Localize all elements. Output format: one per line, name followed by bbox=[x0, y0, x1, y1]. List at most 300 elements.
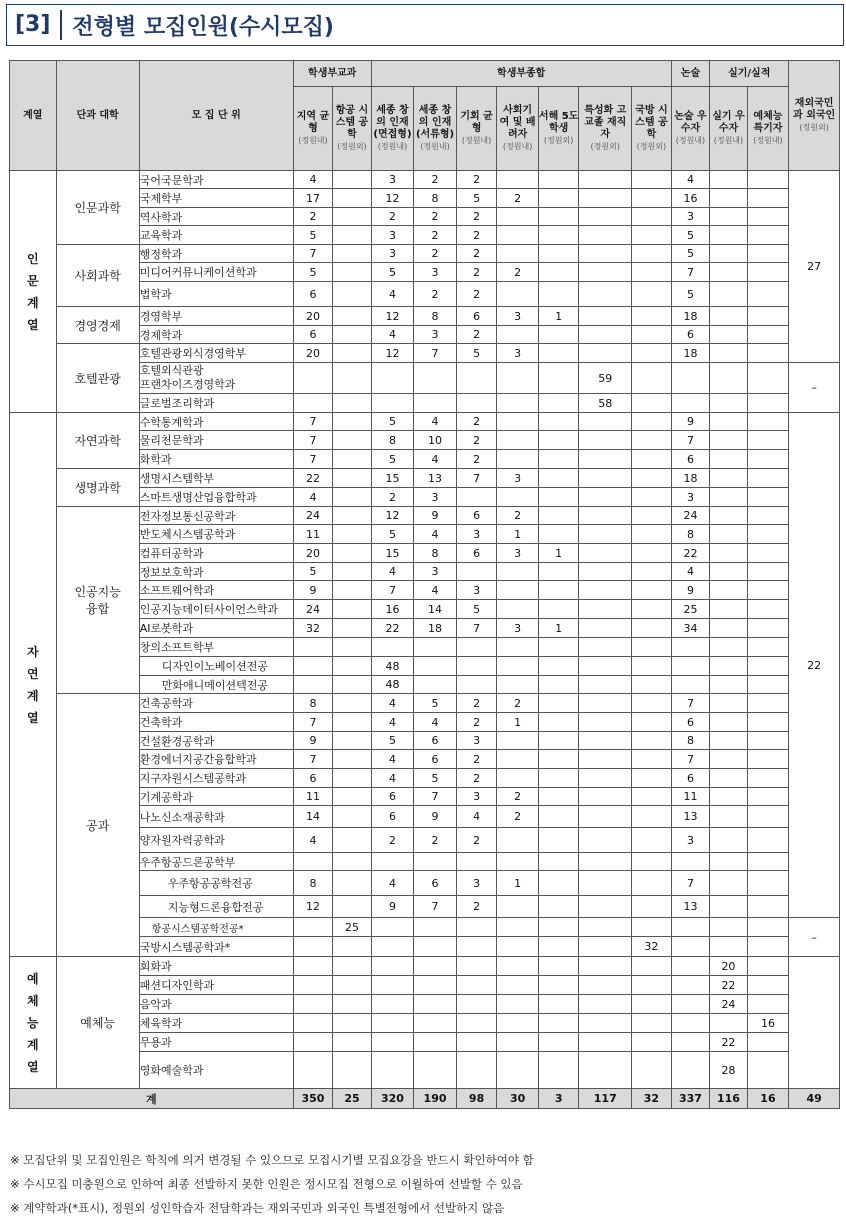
count-cell: 6 bbox=[293, 326, 333, 344]
count-cell: 3 bbox=[671, 208, 710, 226]
count-cell bbox=[710, 245, 747, 263]
count-cell bbox=[497, 957, 539, 976]
count-cell: 4 bbox=[371, 694, 414, 713]
count-cell bbox=[632, 208, 672, 226]
count-cell bbox=[371, 1052, 414, 1089]
count-cell bbox=[497, 937, 539, 957]
count-cell: 3 bbox=[497, 544, 539, 563]
count-cell: 8 bbox=[414, 189, 457, 208]
count-cell bbox=[293, 1014, 333, 1033]
count-cell: 22 bbox=[710, 1033, 747, 1052]
header-col: 실기 우수자 (정원내) bbox=[710, 87, 747, 171]
unit-name: 패션디자인학과 bbox=[139, 976, 293, 995]
count-cell bbox=[671, 657, 710, 676]
total-cell: 25 bbox=[333, 1089, 372, 1109]
count-cell bbox=[497, 676, 539, 694]
count-cell: 2 bbox=[371, 828, 414, 853]
count-cell bbox=[632, 600, 672, 619]
count-cell bbox=[632, 394, 672, 413]
count-cell bbox=[333, 1014, 372, 1033]
count-cell: 18 bbox=[671, 344, 710, 363]
count-cell bbox=[538, 245, 579, 263]
count-cell: 22 bbox=[710, 976, 747, 995]
count-cell bbox=[632, 171, 672, 189]
count-cell bbox=[579, 657, 632, 676]
count-cell: 5 bbox=[371, 450, 414, 469]
header-group-gyogwa: 학생부교과 bbox=[293, 61, 371, 87]
count-cell bbox=[710, 208, 747, 226]
count-cell: 2 bbox=[293, 208, 333, 226]
count-cell: 9 bbox=[671, 413, 710, 431]
unit-name: 창의소프트학부 bbox=[139, 638, 293, 657]
count-cell bbox=[579, 431, 632, 450]
count-cell bbox=[333, 581, 372, 600]
count-cell bbox=[710, 1014, 747, 1033]
count-cell: 4 bbox=[371, 326, 414, 344]
count-cell: 2 bbox=[456, 263, 497, 282]
unit-name: 법학과 bbox=[139, 282, 293, 307]
unit-name: 국제학부 bbox=[139, 189, 293, 208]
count-cell: 7 bbox=[293, 713, 333, 732]
count-cell bbox=[747, 563, 789, 581]
count-cell: 4 bbox=[456, 806, 497, 828]
count-cell bbox=[414, 363, 457, 394]
count-cell bbox=[538, 769, 579, 788]
count-cell bbox=[333, 676, 372, 694]
count-cell: 8 bbox=[293, 871, 333, 896]
count-cell bbox=[538, 450, 579, 469]
count-cell bbox=[747, 226, 789, 245]
count-cell: 7 bbox=[671, 750, 710, 769]
count-cell bbox=[497, 732, 539, 750]
count-cell: 9 bbox=[671, 581, 710, 600]
count-cell bbox=[414, 937, 457, 957]
count-cell bbox=[371, 1033, 414, 1052]
count-cell bbox=[333, 769, 372, 788]
count-cell: 24 bbox=[293, 507, 333, 525]
count-cell bbox=[632, 469, 672, 488]
count-cell bbox=[497, 1052, 539, 1089]
count-cell: 2 bbox=[456, 226, 497, 245]
header-group-jonghap: 학생부종합 bbox=[371, 61, 671, 87]
count-cell bbox=[710, 544, 747, 563]
count-cell bbox=[333, 657, 372, 676]
count-cell: 3 bbox=[497, 307, 539, 326]
count-cell: 6 bbox=[456, 307, 497, 326]
count-cell: 2 bbox=[456, 450, 497, 469]
count-cell bbox=[456, 918, 497, 937]
count-cell bbox=[632, 263, 672, 282]
count-cell bbox=[579, 638, 632, 657]
unit-name: 음악과 bbox=[139, 995, 293, 1014]
count-cell: 15 bbox=[371, 544, 414, 563]
count-cell bbox=[632, 344, 672, 363]
count-cell bbox=[747, 896, 789, 918]
count-cell: 3 bbox=[456, 581, 497, 600]
count-cell bbox=[671, 937, 710, 957]
count-cell bbox=[579, 732, 632, 750]
total-cell: 116 bbox=[710, 1089, 747, 1109]
count-cell bbox=[747, 957, 789, 976]
count-cell bbox=[579, 976, 632, 995]
count-cell bbox=[632, 619, 672, 638]
count-cell bbox=[632, 694, 672, 713]
count-cell bbox=[333, 189, 372, 208]
count-cell bbox=[632, 563, 672, 581]
count-cell bbox=[333, 563, 372, 581]
count-cell bbox=[710, 394, 747, 413]
count-cell bbox=[538, 853, 579, 871]
total-cell: 16 bbox=[747, 1089, 789, 1109]
count-cell bbox=[333, 544, 372, 563]
unit-name: 영화예술학과 bbox=[139, 1052, 293, 1089]
count-cell: 7 bbox=[293, 750, 333, 769]
count-cell bbox=[710, 600, 747, 619]
table-row bbox=[10, 957, 840, 976]
count-cell: 48 bbox=[371, 657, 414, 676]
count-cell bbox=[293, 918, 333, 937]
count-cell bbox=[538, 363, 579, 394]
count-cell: 6 bbox=[293, 282, 333, 307]
count-cell: 25 bbox=[333, 918, 372, 937]
count-cell: 6 bbox=[671, 713, 710, 732]
count-cell: 1 bbox=[497, 871, 539, 896]
college-cell: 경영경제 bbox=[56, 307, 139, 344]
count-cell: 8 bbox=[371, 431, 414, 450]
count-cell: 3 bbox=[414, 488, 457, 507]
count-cell: 6 bbox=[414, 732, 457, 750]
count-cell bbox=[710, 363, 747, 394]
count-cell bbox=[538, 600, 579, 619]
unit-name: 항공시스템공학전공* bbox=[139, 918, 293, 937]
count-cell: 14 bbox=[293, 806, 333, 828]
count-cell bbox=[333, 732, 372, 750]
count-cell bbox=[710, 619, 747, 638]
count-cell bbox=[747, 208, 789, 226]
college-cell: 자연과학 bbox=[56, 413, 139, 469]
count-cell bbox=[579, 937, 632, 957]
count-cell bbox=[579, 896, 632, 918]
count-cell bbox=[632, 806, 672, 828]
count-cell: 3 bbox=[371, 226, 414, 245]
count-cell bbox=[538, 638, 579, 657]
count-cell bbox=[632, 1052, 672, 1089]
count-cell bbox=[747, 732, 789, 750]
count-cell bbox=[456, 394, 497, 413]
count-cell bbox=[538, 282, 579, 307]
count-cell bbox=[333, 957, 372, 976]
count-cell bbox=[538, 488, 579, 507]
unit-name: 행정학과 bbox=[139, 245, 293, 263]
count-cell bbox=[538, 525, 579, 544]
count-cell: 5 bbox=[414, 769, 457, 788]
count-cell bbox=[579, 563, 632, 581]
total-cell: 320 bbox=[371, 1089, 414, 1109]
count-cell bbox=[710, 431, 747, 450]
count-cell bbox=[671, 976, 710, 995]
count-cell: 3 bbox=[497, 619, 539, 638]
unit-name: 물리천문학과 bbox=[139, 431, 293, 450]
count-cell bbox=[538, 469, 579, 488]
count-cell: 3 bbox=[671, 828, 710, 853]
count-cell bbox=[632, 525, 672, 544]
count-cell bbox=[293, 394, 333, 413]
count-cell bbox=[710, 507, 747, 525]
unit-name: 회화과 bbox=[139, 957, 293, 976]
count-cell: 5 bbox=[293, 263, 333, 282]
count-cell bbox=[456, 676, 497, 694]
count-cell bbox=[747, 189, 789, 208]
unit-name: 우주항공드론공학부 bbox=[139, 853, 293, 871]
count-cell: 5 bbox=[293, 226, 333, 245]
count-cell bbox=[747, 788, 789, 806]
count-cell bbox=[632, 769, 672, 788]
unit-name: 미디어커뮤니케이션학과 bbox=[139, 263, 293, 282]
count-cell bbox=[632, 713, 672, 732]
count-cell bbox=[414, 995, 457, 1014]
count-cell: 2 bbox=[371, 488, 414, 507]
count-cell bbox=[497, 976, 539, 995]
count-cell bbox=[710, 638, 747, 657]
unit-name: 국방시스템공학과* bbox=[139, 937, 293, 957]
count-cell bbox=[579, 806, 632, 828]
abroad-cell: 22 bbox=[789, 413, 840, 918]
unit-name: 교육학과 bbox=[139, 226, 293, 245]
count-cell bbox=[333, 806, 372, 828]
count-cell: 7 bbox=[671, 431, 710, 450]
count-cell: 10 bbox=[414, 431, 457, 450]
count-cell bbox=[632, 488, 672, 507]
count-cell: 32 bbox=[632, 937, 672, 957]
count-cell bbox=[414, 638, 457, 657]
unit-name: 소프트웨어학과 bbox=[139, 581, 293, 600]
count-cell: 5 bbox=[371, 263, 414, 282]
count-cell bbox=[747, 394, 789, 413]
count-cell: 2 bbox=[414, 828, 457, 853]
table-row bbox=[10, 245, 840, 263]
count-cell bbox=[371, 363, 414, 394]
count-cell bbox=[671, 363, 710, 394]
college-cell: 공과 bbox=[56, 694, 139, 957]
count-cell bbox=[579, 853, 632, 871]
count-cell bbox=[538, 828, 579, 853]
count-cell bbox=[632, 1033, 672, 1052]
count-cell: 13 bbox=[671, 806, 710, 828]
count-cell bbox=[632, 676, 672, 694]
count-cell bbox=[632, 189, 672, 208]
count-cell bbox=[710, 581, 747, 600]
unit-name: 국어국문학과 bbox=[139, 171, 293, 189]
section-number: [3] bbox=[7, 10, 62, 40]
count-cell: 22 bbox=[293, 469, 333, 488]
count-cell bbox=[414, 853, 457, 871]
count-cell bbox=[456, 995, 497, 1014]
abroad-cell: – bbox=[789, 363, 840, 413]
count-cell bbox=[671, 1033, 710, 1052]
count-cell: 7 bbox=[371, 581, 414, 600]
count-cell bbox=[632, 896, 672, 918]
count-cell: 5 bbox=[456, 189, 497, 208]
count-cell: 6 bbox=[293, 769, 333, 788]
count-cell bbox=[456, 1014, 497, 1033]
count-cell: 5 bbox=[371, 413, 414, 431]
count-cell bbox=[538, 563, 579, 581]
count-cell bbox=[632, 581, 672, 600]
count-cell: 20 bbox=[293, 307, 333, 326]
count-cell bbox=[538, 171, 579, 189]
count-cell bbox=[414, 976, 457, 995]
count-cell: 2 bbox=[456, 896, 497, 918]
count-cell: 3 bbox=[456, 871, 497, 896]
count-cell bbox=[538, 694, 579, 713]
count-cell: 1 bbox=[538, 619, 579, 638]
count-cell: 7 bbox=[293, 450, 333, 469]
count-cell: 18 bbox=[671, 307, 710, 326]
unit-name: 생명시스템학부 bbox=[139, 469, 293, 488]
count-cell bbox=[579, 957, 632, 976]
count-cell: 2 bbox=[456, 245, 497, 263]
count-cell bbox=[579, 1014, 632, 1033]
count-cell: 2 bbox=[456, 171, 497, 189]
count-cell bbox=[632, 995, 672, 1014]
count-cell bbox=[632, 638, 672, 657]
count-cell bbox=[456, 638, 497, 657]
count-cell bbox=[579, 326, 632, 344]
footnote: ※ 계약학과(*표시), 정원외 성인학습자 전담학과는 재외국민과 외국인 특별전형에서 선발하지 않음 bbox=[10, 1201, 505, 1215]
header-col: 예체능 특기자 (정원내) bbox=[747, 87, 789, 171]
count-cell: 2 bbox=[414, 208, 457, 226]
count-cell bbox=[747, 431, 789, 450]
count-cell: 8 bbox=[293, 694, 333, 713]
count-cell: 4 bbox=[414, 450, 457, 469]
count-cell bbox=[538, 750, 579, 769]
count-cell bbox=[671, 957, 710, 976]
count-cell bbox=[456, 488, 497, 507]
count-cell bbox=[671, 1052, 710, 1089]
count-cell bbox=[497, 282, 539, 307]
count-cell bbox=[671, 1014, 710, 1033]
count-cell: 1 bbox=[497, 713, 539, 732]
count-cell bbox=[497, 600, 539, 619]
count-cell: 14 bbox=[414, 600, 457, 619]
count-cell: 2 bbox=[497, 694, 539, 713]
count-cell bbox=[747, 918, 789, 937]
count-cell: 9 bbox=[414, 507, 457, 525]
total-cell: 49 bbox=[789, 1089, 840, 1109]
count-cell: 3 bbox=[456, 525, 497, 544]
count-cell bbox=[710, 806, 747, 828]
count-cell bbox=[579, 918, 632, 937]
count-cell bbox=[747, 750, 789, 769]
count-cell bbox=[747, 525, 789, 544]
count-cell bbox=[747, 171, 789, 189]
track-cell: 인 문 계 열 bbox=[10, 171, 57, 413]
header-col: 기회 균형 (정원내) bbox=[456, 87, 497, 171]
count-cell: 4 bbox=[671, 171, 710, 189]
count-cell bbox=[579, 189, 632, 208]
count-cell: 2 bbox=[414, 245, 457, 263]
count-cell: 24 bbox=[671, 507, 710, 525]
count-cell bbox=[579, 995, 632, 1014]
count-cell bbox=[538, 581, 579, 600]
count-cell bbox=[747, 544, 789, 563]
college-cell: 예체능 bbox=[56, 957, 139, 1089]
count-cell: 7 bbox=[293, 413, 333, 431]
count-cell bbox=[538, 806, 579, 828]
count-cell bbox=[414, 676, 457, 694]
count-cell bbox=[710, 694, 747, 713]
count-cell bbox=[497, 563, 539, 581]
count-cell: 9 bbox=[371, 896, 414, 918]
count-cell: 6 bbox=[456, 507, 497, 525]
count-cell bbox=[710, 469, 747, 488]
count-cell bbox=[497, 326, 539, 344]
count-cell bbox=[710, 307, 747, 326]
count-cell bbox=[414, 1033, 457, 1052]
table-row bbox=[10, 344, 840, 363]
count-cell bbox=[710, 171, 747, 189]
count-cell bbox=[632, 544, 672, 563]
count-cell bbox=[371, 976, 414, 995]
count-cell bbox=[710, 676, 747, 694]
count-cell bbox=[747, 326, 789, 344]
count-cell: 7 bbox=[671, 694, 710, 713]
count-cell bbox=[371, 937, 414, 957]
count-cell bbox=[710, 488, 747, 507]
count-cell: 5 bbox=[414, 694, 457, 713]
table-row bbox=[10, 413, 840, 431]
total-cell: 32 bbox=[632, 1089, 672, 1109]
count-cell: 1 bbox=[538, 307, 579, 326]
unit-name: 정보보호학과 bbox=[139, 563, 293, 581]
count-cell bbox=[671, 638, 710, 657]
count-cell bbox=[293, 638, 333, 657]
count-cell bbox=[747, 853, 789, 871]
count-cell bbox=[371, 1014, 414, 1033]
count-cell bbox=[710, 413, 747, 431]
total-cell: 350 bbox=[293, 1089, 333, 1109]
count-cell bbox=[632, 363, 672, 394]
count-cell bbox=[747, 619, 789, 638]
college-cell: 호텔관광 bbox=[56, 344, 139, 413]
count-cell bbox=[579, 828, 632, 853]
count-cell bbox=[538, 871, 579, 896]
count-cell: 7 bbox=[414, 788, 457, 806]
count-cell: 2 bbox=[497, 189, 539, 208]
count-cell bbox=[579, 450, 632, 469]
count-cell bbox=[579, 413, 632, 431]
count-cell bbox=[538, 657, 579, 676]
total-cell: 190 bbox=[414, 1089, 457, 1109]
count-cell: 2 bbox=[456, 769, 497, 788]
count-cell bbox=[579, 1052, 632, 1089]
count-cell: 22 bbox=[371, 619, 414, 638]
header-col: 세종 창의 인재 (서류형) (정원내) bbox=[414, 87, 457, 171]
count-cell: 7 bbox=[414, 896, 457, 918]
count-cell: 3 bbox=[456, 788, 497, 806]
count-cell bbox=[538, 326, 579, 344]
count-cell bbox=[333, 871, 372, 896]
count-cell bbox=[333, 282, 372, 307]
count-cell: 48 bbox=[371, 676, 414, 694]
count-cell bbox=[710, 326, 747, 344]
count-cell bbox=[579, 788, 632, 806]
count-cell bbox=[632, 282, 672, 307]
count-cell: 9 bbox=[293, 732, 333, 750]
count-cell bbox=[414, 1014, 457, 1033]
count-cell bbox=[371, 853, 414, 871]
count-cell bbox=[747, 581, 789, 600]
